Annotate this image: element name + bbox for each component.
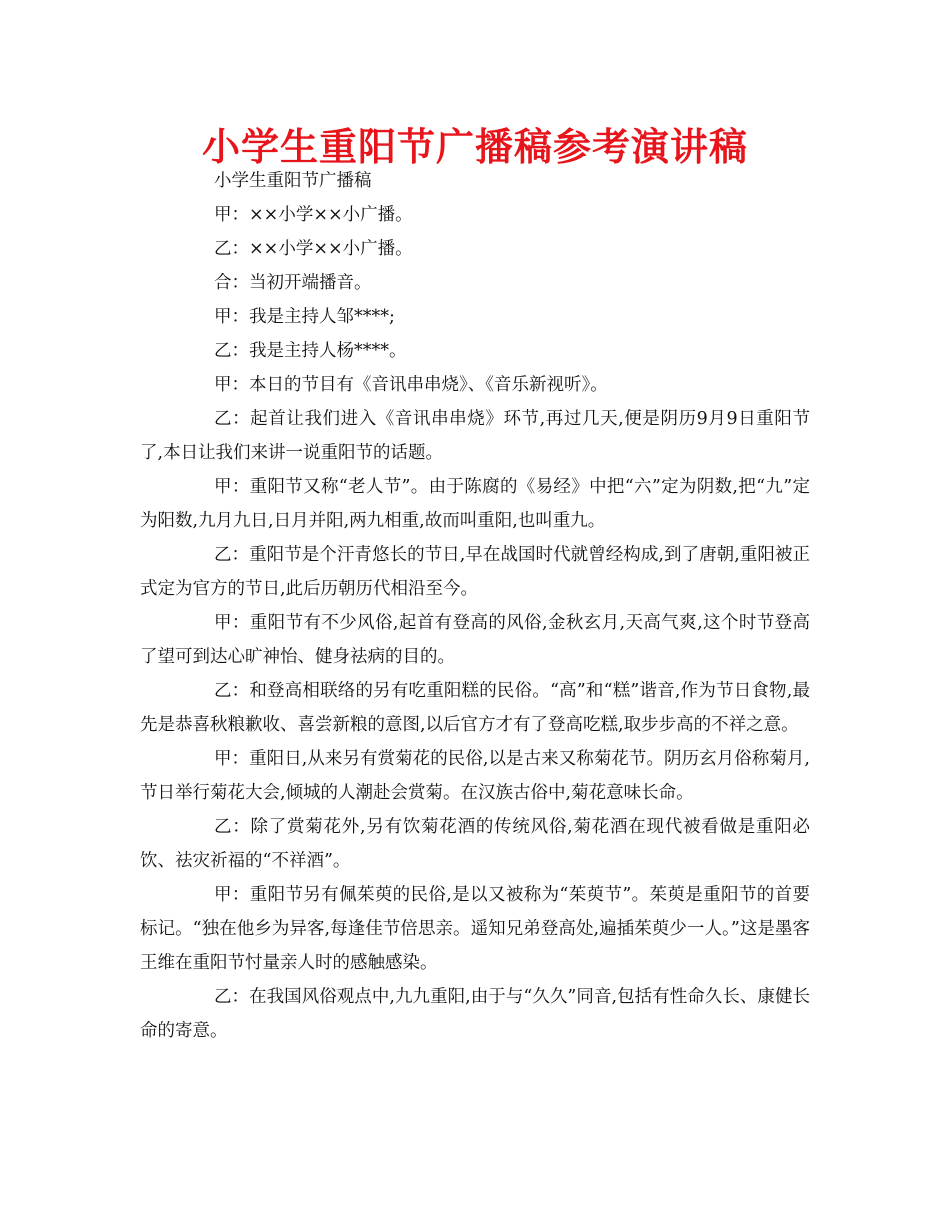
paragraph-11: 乙：和登高相联络的另有吃重阳糕的民俗。“高”和“糕”谐音,作为节日食物,最先是恭喜秋粮歉收、喜尝新粮的意图,以后官方才有了登高吃糕,取步步高的不祥之意。: [140, 681, 810, 735]
document-title: 小学生重阳节广播稿参考演讲稿: [201, 125, 748, 169]
paragraph-15: 乙：在我国风俗观点中,九九重阳,由于与“久久”同音,包括有性命久长、康健长命的寄意。: [140, 987, 810, 1041]
paragraph-8: 甲：重阳节又称“老人节”。由于陈腐的《易经》中把“六”定为阴数,把“九”定为阳数,九月九日,日月并阳,两九相重,故而叫重阳,也叫重九。: [140, 477, 810, 531]
paragraph-9: 乙：重阳节是个汗青悠长的节日,早在战国时代就曾经构成,到了唐朝,重阳被正式定为官方的节日,此后历朝历代相沿至今。: [140, 545, 810, 599]
paragraph-6: 甲：本日的节目有《音讯串串烧》、《音乐新视听》。: [214, 375, 608, 395]
paragraph-5: 乙：我是主持人杨****。: [214, 341, 407, 361]
document-body: [140, 164, 810, 1048]
paragraph-7: 乙：起首让我们进入《音讯串串烧》环节,再过几天,便是阴历9月9日重阳节了,本日让我们来讲一说重阳节的话题。: [140, 409, 810, 463]
paragraph-1: 甲：××小学××小广播。: [214, 205, 413, 225]
paragraph-10: 甲：重阳节有不少风俗,起首有登高的风俗,金秋玄月,天高气爽,这个时节登高了望可到达心旷神怡、健身祛病的目的。: [140, 613, 810, 667]
paragraph-2: 乙：××小学××小广播。: [214, 239, 413, 259]
paragraph-12: 甲：重阳日,从来另有赏菊花的民俗,以是古来又称菊花节。阴历玄月俗称菊月,节日举行菊花大会,倾城的人潮赴会赏菊。在汉族古俗中,菊花意味长命。: [140, 749, 810, 803]
paragraph-13: 乙：除了赏菊花外,另有饮菊花酒的传统风俗,菊花酒在现代被看做是重阳必饮、祛灾祈福的“不祥酒”。: [140, 817, 810, 871]
paragraph-4: 甲：我是主持人邹****;: [214, 307, 395, 327]
document-subtitle: 小学生重阳节广播稿: [214, 171, 372, 191]
paragraph-3: 合：当初开端播音。: [214, 273, 372, 293]
paragraph-14: 甲：重阳节另有佩茱萸的民俗,是以又被称为“茱萸节”。茱萸是重阳节的首要标记。“独在他乡为异客,每逢佳节倍思亲。遥知兄弟登高处,遍插茱萸少一人。”这是墨客王维在重阳节忖量亲人时的感触感染。: [140, 885, 810, 973]
